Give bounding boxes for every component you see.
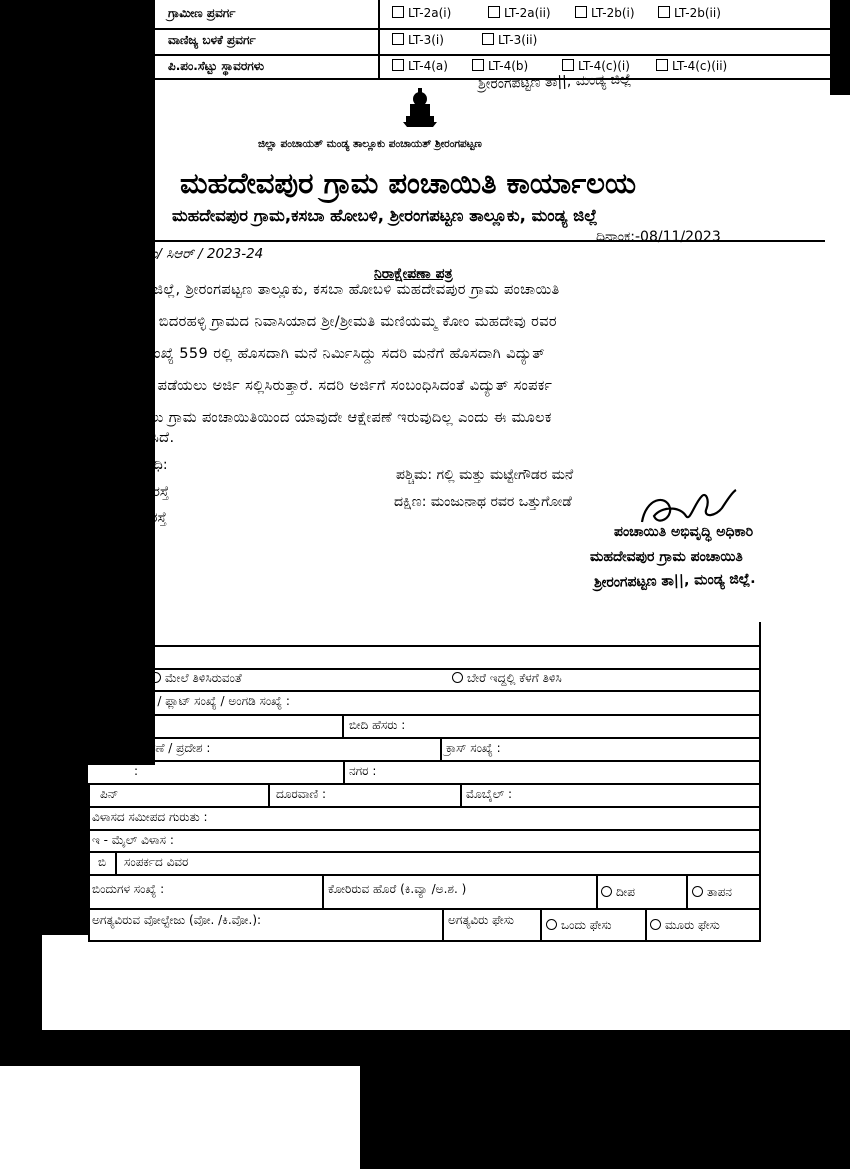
landmark-label: ವಿಳಾಸದ ಸಮೀಪದ ಗುರುತು : — [92, 810, 208, 824]
points-count-label: ಬಿಂದುಗಳ ಸಂಖ್ಯೆ : — [92, 882, 165, 896]
signatory-place: ಶ್ರೀರಂಗಪಟ್ಟಣ ತಾ||, ಮಂಡ್ಯ ಜಿಲ್ಲೆ. — [593, 570, 756, 592]
tariff-option[interactable]: LT-4(c)(i) — [562, 59, 630, 73]
street-name-label: ಬೀದಿ ಹೆಸರು : — [349, 718, 406, 732]
letterhead-rule — [155, 240, 825, 242]
tariff-option[interactable]: LT-4(a) — [392, 59, 448, 73]
body-line: ಮಂಡ್ಯ ಜಿಲ್ಲೆ, ಶ್ರೀರಂಗಪಟ್ಟಣ ತಾಲ್ಲೂಕು, ಕಸಬಾ ಹೋಬಳಿ ಮಹದೇವಪುರ ಗ್ರಾಮ ಪಂಚಾಯಿತಿ — [116, 282, 560, 298]
option-three-phase[interactable]: ಮೂರು ಫೇಸು — [650, 918, 720, 933]
office-title: ಮಹದೇವಪುರ ಗ್ರಾಮ ಪಂಚಾಯಿತಿ ಕಾರ್ಯಾಲಯ — [180, 166, 637, 200]
signatory-organisation: ಮಹದೇವಪುರ ಗ್ರಾಮ ಪಂಚಾಯಿತಿ — [590, 549, 743, 565]
office-address: ಮಹದೇವಪುರ ಗ್ರಾಮ,ಕಸಬಾ ಹೋಬಳಿ, ಶ್ರೀರಂಗಪಟ್ಟಣ ತಾಲ್ಲೂಕು, ಮಂಡ್ಯ ಜಿಲ್ಲೆ — [172, 206, 598, 225]
option-single-phase[interactable]: ಒಂದು ಫೇಸು — [546, 918, 612, 933]
option-other-address[interactable]: ಬೇರೆ ಇದ್ದಲ್ಲಿ ಕೆಳಗೆ ತಿಳಿಸಿ — [452, 671, 562, 686]
body-line: ಮನೆ ಸಂಖ್ಯೆ 559 ರಲ್ಲಿ ಹೊಸದಾಗಿ ಮನೆ ನಿರ್ಮಿಸಿದ್ದು ಸದರಿ ಮನೆಗೆ ಹೊಸದಾಗಿ ವಿದ್ಯುತ್ — [118, 346, 546, 362]
boundary-heading: ಚಕ್ಕು ಬಂಧಿ: — [112, 457, 168, 473]
scan-margin-bottom-right — [360, 1060, 850, 1169]
area-label: ಬಡಾವಣೆ / ಪ್ರದೇಶ : — [128, 741, 211, 755]
body-line: ಸಂಪರ್ಕ ಪಡೆಯಲು ಅರ್ಜಿ ಸಲ್ಲಿಸಿರುತ್ತಾರೆ. ಸದರಿ ಅರ್ಜಿಗೆ ಸಂಬಂಧಿಸಿದಂತೆ ವಿದ್ಯುತ್ ಸಂಪರ್ಕ — [114, 378, 553, 394]
field-colon: : — [150, 718, 155, 732]
boundary-east: ಪೂರ್ವ: ರಸ್ತೆ — [112, 484, 170, 500]
pin-label: ಪಿನ್ — [100, 787, 119, 801]
tariff-option[interactable]: LT-2a(i) — [392, 6, 451, 20]
tariff-row-rural-label: ಗ್ರಾಮೀಣ ಪ್ರವರ್ಗ — [168, 6, 236, 20]
option-heating[interactable]: ತಾಪನ — [692, 885, 732, 900]
boundary-west: ಪಶ್ಚಿಮ: ಗಲ್ಲಿ ಮತ್ತು ಮಟ್ಟೇಗೌಡರ ಮನೆ — [396, 467, 574, 483]
option-same-address[interactable]: ಮೇಲೆ ತಿಳಿಸಿರುವಂತೆ — [150, 671, 242, 686]
tariff-option[interactable]: LT-3(i) — [392, 33, 444, 47]
phase-label: ಅಗತ್ಯವಿರು ಫೇಸು — [448, 913, 514, 927]
tariff-option[interactable]: LT-4(b) — [472, 59, 528, 73]
scan-notch-right — [830, 0, 850, 95]
tariff-row-pumpset-label: ಪಿ.ಪಂ.ಸೆಟ್ಟು ಸ್ಥಾವರಗಳು — [168, 59, 265, 73]
requested-load-label: ಕೋರಿರುವ ಹೊರೆ (ಕಿ.ವ್ಯಾ /ಅ.ಶ. ) — [328, 882, 467, 896]
tariff-option[interactable]: LT-2b(ii) — [658, 6, 721, 20]
signatory-title: ಪಂಚಾಯಿತಿ ಅಭಿವೃದ್ಧಿ ಅಧಿಕಾರಿ — [614, 524, 754, 540]
body-line: ದೃಢೀಕರಿಸಿದೆ. — [110, 430, 175, 446]
government-emblem-icon — [400, 86, 440, 128]
boundary-south: ದಕ್ಷಿಣ: ಮಂಜುನಾಥ ರವರ ಒತ್ತುಗೋಡೆ — [394, 494, 572, 510]
city-label: ನಗರ : — [349, 764, 377, 778]
tariff-option[interactable]: LT-4(c)(ii) — [656, 59, 727, 73]
house-number-label: ಮನೆ / ಫ್ಲಾಟ್ ಸಂಖ್ಯೆ / ಅಂಗಡಿ ಸಂಖ್ಯೆ : — [135, 694, 290, 708]
tariff-option[interactable]: LT-2a(ii) — [488, 6, 551, 20]
phone-label: ದೂರವಾಣಿ : — [276, 787, 327, 801]
field-colon: : — [134, 764, 139, 778]
scan-margin-left-bottom — [0, 935, 42, 1030]
scan-margin-left-lower — [0, 765, 88, 935]
body-line: ಪಡೆಯಲು ಗ್ರಾಮ ಪಂಚಾಯಿತಿಯಿಂದ ಯಾವುದೇ ಆಕ್ಷೇಪಣೆ ಇರುವುದಿಲ್ಲ ಎಂದು ಈ ಮೂಲಕ — [114, 410, 552, 426]
cross-number-label: ಕ್ರಾಸ್ ಸಂಖ್ಯೆ : — [446, 741, 501, 755]
voltage-label: ಅಗತ್ಯವಿರುವ ವೋಲ್ಟೇಜು (ವೋ. /ಕಿ.ವೋ.): — [92, 913, 262, 927]
boundary-north: ಉತ್ತರ: ರಸ್ತೆ — [112, 510, 167, 526]
letter-date: ದಿನಾಂಕ:-08/11/2023 — [596, 229, 721, 245]
option-lighting[interactable]: ದೀಪ — [601, 885, 635, 900]
mobile-label: ಮೊಬೈಲ್ : — [466, 787, 513, 801]
reference-number: ಗ್ರಾಪಂ/ ಸಿಆರ್ / 2023-24 — [130, 246, 264, 262]
tariff-option[interactable]: LT-2b(i) — [575, 6, 635, 20]
tariff-row-commercial-label: ವಾಣಿಜ್ಯ ಬಳಕೆ ಪ್ರವರ್ಗ — [168, 33, 256, 47]
section-b-letter: ಬಿ — [98, 855, 107, 869]
section-b-title: ಸಂಪರ್ಕದ ವಿವರ — [124, 855, 189, 869]
email-label: ಇ - ಮೈಲ್ ವಿಳಾಸ : — [92, 833, 174, 847]
seal-address: ಶ್ರೀರಂಗಪಟ್ಟಣ ತಾ||, ಮಂಡ್ಯ ಜಿಲ್ಲೆ — [477, 71, 632, 93]
body-line: ವ್ಯಾಪ್ತಿಯ ಬಿದರಹಳ್ಳಿ ಗ್ರಾಮದ ನಿವಾಸಿಯಾದ ಶ್ರೀ/ಶ್ರೀಮತಿ ಮಣಿಯಮ್ಮ ಕೋಂ ಮಹದೇವು ರವರ — [110, 314, 557, 330]
tariff-option[interactable]: LT-3(ii) — [482, 33, 537, 47]
letter-subheader: ಜಿಲ್ಲಾ ಪಂಚಾಯತ್ ಮಂಡ್ಯ ತಾಲ್ಲೂಕು ಪಂಚಾಯತ್ ಶ್ರೀರಂಗಪಟ್ಟಣ — [258, 138, 482, 150]
letter-subject: ನಿರಾಕ್ಷೇಪಣಾ ಪತ್ರ — [374, 266, 453, 282]
